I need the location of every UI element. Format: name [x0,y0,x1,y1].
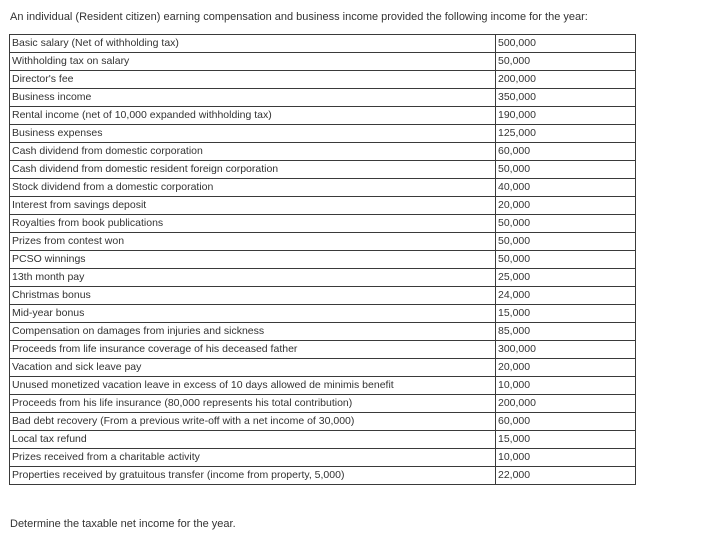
table-row [10,125,636,143]
question-text: Determine the taxable net income for the year. [10,518,236,530]
row-label: PCSO winnings [10,251,496,269]
intro-text: An individual (Resident citizen) earning compensation and business income provided the following income for the year: [10,11,588,23]
row-amount: 50,000 [496,251,636,269]
table-row [10,413,636,431]
table-row [10,269,636,287]
table-row [10,143,636,161]
row-label: Withholding tax on salary [10,53,496,71]
row-amount: 300,000 [496,341,636,359]
row-amount: 60,000 [496,413,636,431]
row-amount: 500,000 [496,35,636,53]
row-label: Local tax refund [10,431,496,449]
row-label: Mid-year bonus [10,305,496,323]
table-row [10,215,636,233]
table-row [10,161,636,179]
row-label: Cash dividend from domestic resident foreign corporation [10,161,496,179]
row-label: Bad debt recovery (From a previous write-off with a net income of 30,000) [10,413,496,431]
table-row [10,89,636,107]
row-amount: 40,000 [496,179,636,197]
row-label: Business income [10,89,496,107]
row-label: Christmas bonus [10,287,496,305]
row-label: Rental income (net of 10,000 expanded withholding tax) [10,107,496,125]
row-label: Cash dividend from domestic corporation [10,143,496,161]
row-amount: 50,000 [496,161,636,179]
row-amount: 200,000 [496,71,636,89]
table-row [10,197,636,215]
row-amount: 190,000 [496,107,636,125]
table-row [10,395,636,413]
row-amount: 50,000 [496,53,636,71]
row-amount: 85,000 [496,323,636,341]
row-label: Prizes received from a charitable activity [10,449,496,467]
row-label: Unused monetized vacation leave in excess of 10 days allowed de minimis benefit [10,377,496,395]
table-row [10,107,636,125]
row-amount: 50,000 [496,233,636,251]
income-table-body [10,35,636,485]
row-amount: 25,000 [496,269,636,287]
row-label: Interest from savings deposit [10,197,496,215]
row-label: Royalties from book publications [10,215,496,233]
row-amount: 60,000 [496,143,636,161]
row-amount: 15,000 [496,431,636,449]
row-label: Director's fee [10,71,496,89]
row-amount: 20,000 [496,197,636,215]
table-row [10,305,636,323]
table-row [10,233,636,251]
table-row [10,467,636,485]
row-label: Business expenses [10,125,496,143]
table-row [10,449,636,467]
row-amount: 125,000 [496,125,636,143]
row-amount: 20,000 [496,359,636,377]
row-amount: 350,000 [496,89,636,107]
table-row [10,431,636,449]
table-row [10,179,636,197]
row-label: Vacation and sick leave pay [10,359,496,377]
row-label: Proceeds from his life insurance (80,000 represents his total contribution) [10,395,496,413]
row-amount: 200,000 [496,395,636,413]
table-row [10,71,636,89]
row-label: Proceeds from life insurance coverage of his deceased father [10,341,496,359]
table-row [10,341,636,359]
row-amount: 10,000 [496,377,636,395]
row-amount: 24,000 [496,287,636,305]
table-row [10,53,636,71]
table-row [10,287,636,305]
row-label: Prizes from contest won [10,233,496,251]
table-row [10,35,636,53]
table-row [10,377,636,395]
row-amount: 10,000 [496,449,636,467]
table-row [10,323,636,341]
row-label: Properties received by gratuitous transfer (income from property, 5,000) [10,467,496,485]
row-label: Stock dividend from a domestic corporation [10,179,496,197]
row-label: Compensation on damages from injuries and sickness [10,323,496,341]
income-table [9,34,636,485]
row-amount: 15,000 [496,305,636,323]
table-row [10,359,636,377]
row-amount: 50,000 [496,215,636,233]
row-label: Basic salary (Net of withholding tax) [10,35,496,53]
row-amount: 22,000 [496,467,636,485]
row-label: 13th month pay [10,269,496,287]
table-row [10,251,636,269]
